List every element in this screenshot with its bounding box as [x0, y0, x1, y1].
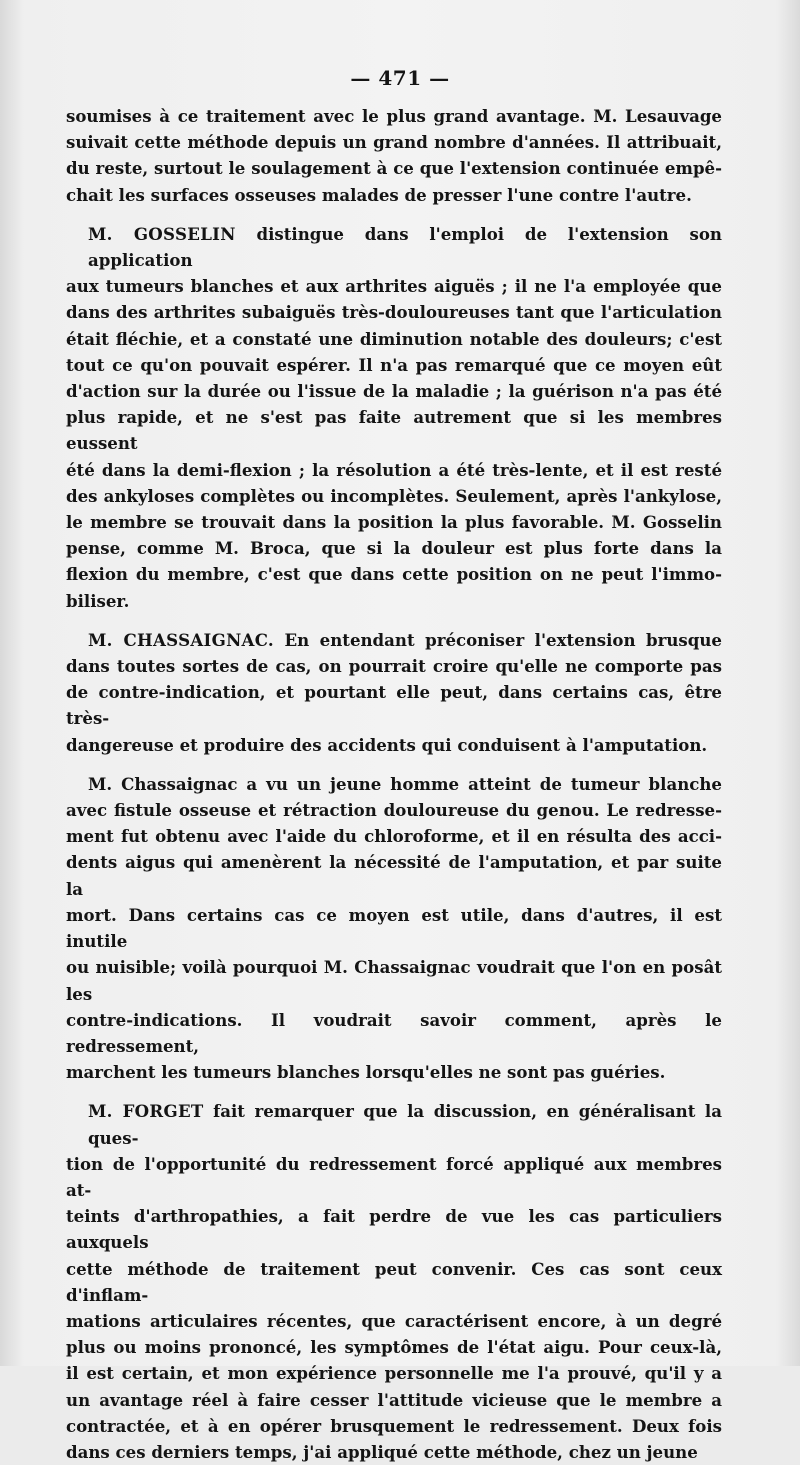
text-line — [66, 457, 722, 483]
line-text: tion de l'opportunité du redressement forcé appliqué aux membres at- — [66, 1153, 722, 1200]
text-line — [66, 1387, 722, 1413]
text-line — [66, 797, 722, 823]
text-line — [66, 902, 722, 954]
text-line — [66, 954, 722, 1006]
line-text: fait remarquer que la discussion, en généralisant la ques- — [88, 1101, 722, 1148]
text-line — [66, 1334, 722, 1360]
text-line — [66, 1413, 722, 1439]
text-line — [66, 1308, 722, 1334]
text-line — [66, 1256, 722, 1308]
line-text: marchent les tumeurs blanches lorsqu'elles ne sont pas guéries. — [66, 1062, 666, 1083]
text-line — [66, 1439, 722, 1465]
paragraph — [66, 1098, 722, 1465]
text-line — [66, 299, 722, 325]
paragraph — [66, 771, 722, 1085]
line-text: dans toutes sortes de cas, on pourrait croire qu'elle ne comporte pas — [66, 656, 722, 677]
line-text: été dans la demi-flexion ; la résolution a été très-lente, et il est resté — [66, 459, 722, 480]
line-text: mations articulaires récentes, que caractérisent encore, à un degré — [66, 1310, 722, 1331]
line-text: suivait cette méthode depuis un grand nombre d'années. Il attribuait, — [66, 132, 722, 153]
text-line — [66, 1098, 722, 1150]
text-line — [66, 1151, 722, 1203]
text-line — [66, 1360, 722, 1386]
text-line — [66, 732, 722, 758]
line-text: M. Chassaignac a vu un jeune homme atteint de tumeur blanche — [88, 773, 722, 794]
line-text: de contre-indication, et pourtant elle peut, dans certains cas, être très- — [66, 682, 722, 729]
paragraph — [66, 103, 722, 208]
text-line — [66, 326, 722, 352]
line-text: tout ce qu'on pouvait espérer. Il n'a pas remarqué que ce moyen eût — [66, 354, 722, 375]
text-line — [66, 155, 722, 181]
line-text: aux tumeurs blanches et aux arthrites aiguës ; il ne l'a employée que — [66, 276, 722, 297]
line-text: plus rapide, et ne s'est pas faite autrement que si les membres eussent — [66, 407, 722, 454]
line-text: dans ces derniers temps, j'ai appliqué cette méthode, chez un jeune — [66, 1441, 698, 1462]
speaker-name: M. GOSSELIN — [88, 223, 236, 244]
text-line — [66, 352, 722, 378]
line-text: dans des arthrites subaiguës très-douloureuses tant que l'articulation — [66, 302, 722, 323]
paragraph — [66, 627, 722, 758]
line-text: le membre se trouvait dans la position la plus favorable. M. Gosselin — [66, 512, 722, 533]
text-line — [66, 129, 722, 155]
text-line — [66, 627, 722, 653]
text-line — [66, 771, 722, 797]
line-text: du reste, surtout le soulagement à ce que l'extension continuée empê- — [66, 158, 722, 179]
page-number: — 471 — — [350, 66, 450, 90]
text-line — [66, 1059, 722, 1085]
line-text: flexion du membre, c'est que dans cette position on ne peut l'immo- — [66, 564, 722, 585]
text-line — [66, 679, 722, 731]
paragraph-gap — [66, 208, 722, 221]
text-line — [66, 103, 722, 129]
line-text: des ankyloses complètes ou incomplètes. Seulement, après l'ankylose, — [66, 485, 722, 506]
text-line — [66, 182, 722, 208]
paragraph-gap — [66, 1085, 722, 1098]
text-line — [66, 588, 722, 614]
text-line — [66, 653, 722, 679]
line-text: pense, comme M. Broca, que si la douleur est plus forte dans la — [66, 538, 722, 559]
line-text: contre-indications. Il voudrait savoir comment, après le redressement, — [66, 1009, 722, 1056]
text-line — [66, 509, 722, 535]
body-text — [66, 103, 722, 1465]
text-line — [66, 1203, 722, 1255]
paragraph-gap — [66, 758, 722, 771]
text-line — [66, 823, 722, 849]
text-line — [66, 849, 722, 901]
speaker-name: M. FORGET — [88, 1101, 204, 1122]
line-text: ou nuisible; voilà pourquoi M. Chassaignac voudrait que l'on en posât les — [66, 957, 722, 1004]
line-text: chait les surfaces osseuses malades de presser l'une contre l'autre. — [66, 184, 692, 205]
line-text: avec fistule osseuse et rétraction douloureuse du genou. Le redresse- — [66, 800, 722, 821]
paragraph — [66, 221, 722, 614]
text-line — [66, 404, 722, 456]
line-text: plus ou moins prononcé, les symptômes de l'état aigu. Pour ceux-là, — [66, 1337, 722, 1358]
speaker-name: M. CHASSAIGNAC. — [88, 629, 275, 650]
line-text: ment fut obtenu avec l'aide du chloroforme, et il en résulta des acci- — [66, 826, 722, 847]
text-line — [66, 221, 722, 273]
text-line — [66, 561, 722, 587]
line-text: d'action sur la durée ou l'issue de la maladie ; la guérison n'a pas été — [66, 381, 722, 402]
paragraph-gap — [66, 614, 722, 627]
text-line — [66, 1007, 722, 1059]
line-text: contractée, et à en opérer brusquement le redressement. Deux fois — [66, 1415, 722, 1436]
line-text: un avantage réel à faire cesser l'attitude vicieuse que le membre a — [66, 1389, 722, 1410]
line-text: cette méthode de traitement peut convenir. Ces cas sont ceux d'inflam- — [66, 1258, 722, 1305]
line-text: dangereuse et produire des accidents qui conduisent à l'amputation. — [66, 734, 708, 755]
text-line — [66, 535, 722, 561]
line-text: distingue dans l'emploi de l'extension son application — [88, 223, 722, 271]
text-line — [66, 483, 722, 509]
line-text: soumises à ce traitement avec le plus grand avantage. M. Lesauvage — [66, 106, 722, 126]
line-text: était fléchie, et a constaté une diminution notable des douleurs; c'est — [66, 328, 722, 349]
text-line — [66, 378, 722, 404]
line-text: teints d'arthropathies, a fait perdre de vue les cas particuliers auxquels — [66, 1206, 722, 1253]
line-text: biliser. — [66, 590, 130, 611]
line-text: dents aigus qui amenèrent la nécessité de l'amputation, et par suite la — [66, 852, 722, 899]
text-line — [66, 273, 722, 299]
line-text: mort. Dans certains cas ce moyen est utile, dans d'autres, il est inutile — [66, 904, 722, 952]
line-text: il est certain, et mon expérience personnelle me l'a prouvé, qu'il y a — [66, 1363, 722, 1384]
line-text: En entendant préconiser l'extension brusque — [274, 629, 722, 650]
